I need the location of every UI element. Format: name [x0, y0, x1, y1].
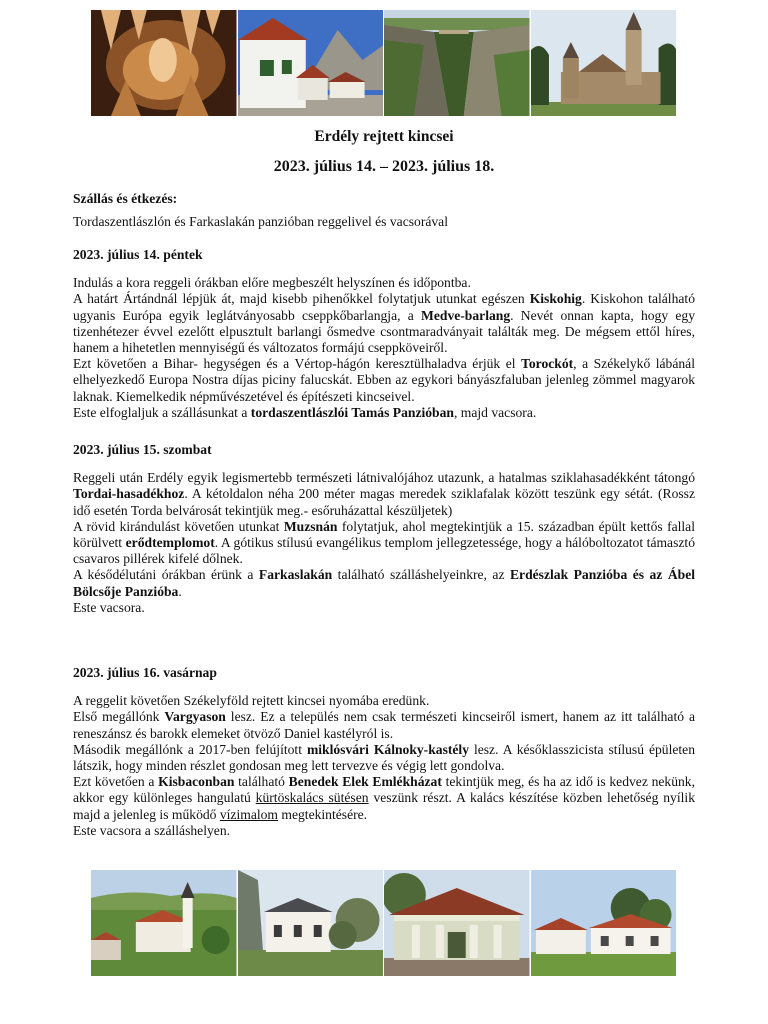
text-run: található szálláshelyeinkre, az [332, 567, 510, 583]
text-run: Indulás a kora reggeli órákban előre megbeszélt helyszínen és időpontba. [73, 275, 471, 291]
day-section-1 [73, 247, 695, 421]
day-heading: 2023. július 15. szombat [73, 442, 212, 457]
page-title: Erdély rejtett kincsei [314, 128, 454, 145]
photo-gorge [384, 10, 531, 116]
day-section-3 [73, 665, 695, 839]
day-heading: 2023. július 14. péntek [73, 247, 203, 262]
paragraph [73, 356, 695, 405]
text-run: . [178, 583, 182, 599]
underlined-text: kürtöskalács sütésen [255, 790, 369, 806]
text-run: . Nevét onnan kapta, hogy egy tizenhétezer évvel ezelőtt elpusztult barlangi ősmedve csontmaradványait találták meg. De mégsem ettől híres, hanem a hihetetlen mennyiségű és változatos formájú cseppköveiről. [73, 307, 696, 356]
paragraph [73, 405, 695, 421]
bold-text: Muzsnán [283, 518, 338, 534]
text-run: lesz. A későklasszicista stílusú épületen látszik, hogy minden részlet gondosan meg lett tervezve és végig lett gondolva. [73, 741, 696, 774]
bottom-photo-strip [91, 870, 676, 976]
text-run: veszünk részt. A kalács készítése közben lehetőség nyílik majd a jelenleg is működő [73, 790, 695, 822]
photo-kalnoky-castle [384, 870, 531, 976]
day-body [73, 275, 695, 421]
text-run: tekintjük meg, és ha az idő is kedvez nekünk, akkor egy különleges hangulatú [73, 774, 695, 806]
paragraph [73, 600, 695, 616]
bold-text: Kisbaconban [158, 774, 235, 790]
photo-daniel-castle [238, 870, 385, 976]
paragraph [73, 275, 695, 291]
text-run: . A kétoldalon néha 200 méter magas meredek sziklafalak között teszünk egy sétát. (Rossz idő esetén Torda belvárosát tekintjük meg.- esőruházattal készüljetek) [73, 486, 695, 518]
lodging-text: Tordaszentlászlón és Farkaslakán panzióban reggelivel és vacsorával [73, 214, 448, 230]
text-run: Ezt követően a [73, 774, 159, 790]
paragraph [73, 693, 695, 709]
bold-text: Farkaslakán [258, 567, 333, 583]
bold-text: Vargyason [164, 709, 226, 725]
text-run: Ezt követően a Bihar- hegységen és a Vértop-hágón keresztülhaladva érjük el [73, 356, 522, 372]
text-run: Este elfoglaljuk a szállásunkat a [73, 404, 251, 420]
trip-dates: 2023. július 14. – 2023. július 18. [273, 158, 495, 175]
text-run: megtekintésére. [278, 806, 368, 822]
day-body [73, 693, 695, 839]
photo-cave [91, 10, 238, 116]
bold-text: tordaszentlászlói Tamás Panzióban [250, 404, 454, 420]
paragraph [73, 470, 695, 519]
photo-village-church [91, 870, 238, 976]
paragraph [73, 774, 695, 823]
bold-text: Torockót [521, 356, 574, 372]
paragraph [73, 291, 695, 356]
paragraph [73, 742, 695, 774]
text-run: Este vacsora. [73, 599, 145, 615]
bold-text: Kiskohig [529, 291, 582, 307]
bold-text: Benedek Elek Emlékházat [288, 774, 442, 790]
text-run: . A gótikus stílusú evangélikus templom jellegzetessége, hogy a hálóboltozatot támasztó csavaros pillérek kifelé dőlnek. [73, 535, 695, 567]
bold-text: miklósvári Kálnoky-kastély [306, 741, 469, 757]
photo-fortified-church [531, 10, 677, 116]
lodging-heading: Szállás és étkezés: [73, 191, 178, 206]
bold-text: Tordai-hasadékhoz [73, 486, 185, 502]
bold-text: Erdészlak Panzióba és az Ábel Bölcsője Panzióba [73, 567, 696, 599]
underlined-text: vízimalom [219, 806, 278, 822]
text-run: lesz. Ez a település nem csak természeti kincseiről ismert, hanem az itt található a reneszánsz és barokk elemeket ötvöző Daniel kastélyról is. [73, 709, 695, 741]
text-run: folytatjuk, ahol megtekintjük a 15. században épült kettős fallal körülvett [73, 518, 695, 551]
bold-text: Medve-barlang [421, 307, 511, 323]
text-run: A rövid kirándulást követően utunkat [73, 518, 284, 534]
text-run: A késődélutáni órákban érünk a [73, 567, 259, 583]
day-heading: 2023. július 16. vasárnap [73, 665, 217, 680]
text-run: A reggelit követően Székelyföld rejtett kincsei nyomába eredünk. [73, 693, 430, 709]
top-photo-strip [91, 10, 676, 116]
day-body [73, 470, 695, 616]
text-run: , a Székelykő lábánál elhelyezkedő Europa Nostra díjas piciny falucskát. Ebben az egykori bányászfaluban jelenleg zömmel magyarok laknak. Kiemelkedik népművészetével és építészeti kincseivel. [73, 356, 695, 404]
text-run: A határt Ártándnál lépjük át, majd kisebb pihenőkkel folytatjuk utunkat egészen [73, 291, 530, 307]
lodging-section [73, 191, 695, 230]
paragraph [73, 567, 695, 599]
text-run: , majd vacsora. [453, 404, 537, 420]
photo-village-houses [238, 10, 385, 116]
day-section-2 [73, 442, 695, 616]
text-run: Második megállónk a 2017-ben felújított [73, 741, 307, 757]
text-run: Első megállónk [73, 709, 165, 725]
photo-benedek-elek-house [531, 870, 677, 976]
paragraph [73, 519, 695, 568]
text-run: . Kiskohon található ugyanis Európa egyik leglátványosabb cseppkőbarlangja, a [73, 291, 695, 323]
bold-text: erődtemplomot [125, 535, 215, 551]
paragraph [73, 823, 695, 839]
paragraph [73, 709, 695, 741]
text-run: található [234, 774, 289, 790]
text-run: Este vacsora a szálláshelyen. [73, 822, 231, 838]
text-run: Reggeli után Erdély egyik legismertebb természeti látnivalójához utazunk, a hatalmas sziklahasadékként tátongó [73, 470, 695, 486]
